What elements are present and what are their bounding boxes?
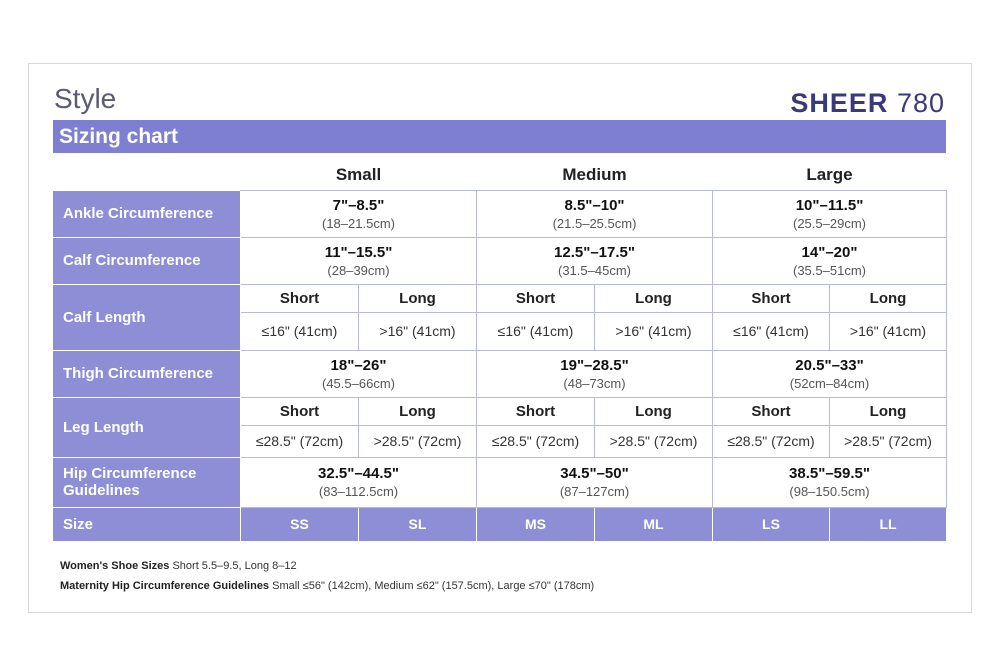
sizing-table — [52, 160, 947, 542]
leg-length-medium-long: >28.5" (72cm) — [595, 425, 713, 457]
calf-length-small-long-head: Long — [359, 284, 477, 312]
leg-length-small-short-head: Short — [241, 397, 359, 425]
leg-length-small-long-head: Long — [359, 397, 477, 425]
value-main: 34.5"–50" — [560, 465, 629, 482]
leg-length-medium-long-head: Long — [595, 397, 713, 425]
value-main: 38.5"–59.5" — [789, 465, 870, 482]
value-sub: (83–112.5cm) — [318, 484, 399, 499]
col-header-large: Large — [713, 160, 947, 190]
calf-medium — [477, 237, 713, 284]
hip-large — [713, 457, 947, 507]
shoe-size-label: Women's Shoe Sizes — [60, 560, 170, 572]
row-label-size: Size — [53, 507, 241, 541]
calf-length-small-short: ≤16" (41cm) — [241, 312, 359, 350]
calf-length-small-short-head: Short — [241, 284, 359, 312]
value-main: 18"–26" — [330, 356, 387, 374]
col-header-medium: Medium — [477, 160, 713, 190]
calf-length-medium-long: >16" (41cm) — [595, 312, 713, 350]
sizing-table-wrap — [52, 160, 947, 542]
calf-length-large-long: >16" (41cm) — [830, 312, 947, 350]
row-label-hip: Hip Circumference Guidelines — [53, 457, 241, 507]
row-label-thigh: Thigh Circumference — [53, 350, 241, 397]
calf-small — [241, 237, 477, 284]
value-main: 32.5"–44.5" — [318, 465, 399, 482]
value-sub: (25.5–29cm) — [793, 215, 866, 231]
ankle-medium — [477, 190, 713, 237]
value-sub: (35.5–51cm) — [793, 262, 866, 278]
size-ms: MS — [477, 507, 595, 541]
leg-length-large-long-head: Long — [830, 397, 947, 425]
value-sub: (52cm–84cm) — [789, 375, 870, 391]
ankle-small — [241, 190, 477, 237]
row-label-calf: Calf Circumference — [53, 237, 241, 284]
style-label: Style — [54, 83, 117, 114]
value-sub: (48–73cm) — [563, 375, 626, 391]
size-ls: LS — [713, 507, 830, 541]
calf-length-small-long: >16" (41cm) — [359, 312, 477, 350]
calf-length-medium-long-head: Long — [595, 284, 713, 312]
leg-length-large-long: >28.5" (72cm) — [830, 425, 947, 457]
leg-length-small-long: >28.5" (72cm) — [359, 425, 477, 457]
value-sub: (18–21.5cm) — [322, 215, 395, 231]
corner-cell — [53, 160, 241, 190]
ankle-large — [713, 190, 947, 237]
calf-length-large-long-head: Long — [830, 284, 947, 312]
size-ss: SS — [241, 507, 359, 541]
col-header-small: Small — [241, 160, 477, 190]
leg-length-large-short-head: Short — [713, 397, 830, 425]
value-sub: (28–39cm) — [327, 262, 390, 278]
leg-length-medium-short-head: Short — [477, 397, 595, 425]
calf-length-large-short-head: Short — [713, 284, 830, 312]
row-label-leg-length: Leg Length — [53, 397, 241, 457]
leg-length-medium-short: ≤28.5" (72cm) — [477, 425, 595, 457]
value-sub: (31.5–45cm) — [558, 262, 631, 278]
value-sub: (21.5–25.5cm) — [552, 215, 637, 231]
row-label-calf-length: Calf Length — [53, 284, 241, 350]
value-main: 20.5"–33" — [795, 356, 864, 374]
shoe-size-note — [60, 556, 594, 576]
value-main: 19"–28.5" — [560, 356, 629, 374]
maternity-note — [60, 576, 594, 596]
calf-large — [713, 237, 947, 284]
size-ml: ML — [595, 507, 713, 541]
leg-length-small-short: ≤28.5" (72cm) — [241, 425, 359, 457]
value-main: 14"–20" — [801, 243, 858, 261]
brand-number: 780 — [896, 88, 945, 118]
size-ll: LL — [830, 507, 947, 541]
brand-logo — [790, 88, 945, 119]
calf-length-medium-short-head: Short — [477, 284, 595, 312]
value-main: 7"–8.5" — [332, 196, 385, 214]
thigh-small — [241, 350, 477, 397]
size-sl: SL — [359, 507, 477, 541]
value-sub: (45.5–66cm) — [322, 375, 395, 391]
value-main: 11"–15.5" — [324, 243, 393, 261]
calf-length-medium-short: ≤16" (41cm) — [477, 312, 595, 350]
maternity-text: Small ≤56" (142cm), Medium ≤62" (157.5cm), Large ≤70" (178cm) — [272, 580, 595, 592]
footnotes — [60, 556, 594, 596]
hip-medium — [477, 457, 713, 507]
row-label-ankle: Ankle Circumference — [53, 190, 241, 237]
value-main: 12.5"–17.5" — [554, 243, 635, 261]
thigh-medium — [477, 350, 713, 397]
calf-length-large-short: ≤16" (41cm) — [713, 312, 830, 350]
value-sub: (98–150.5cm) — [789, 484, 870, 499]
value-main: 10"–11.5" — [795, 196, 864, 214]
value-sub: (87–127cm) — [559, 484, 630, 499]
value-main: 8.5"–10" — [564, 196, 625, 214]
brand-name: SHEER — [790, 88, 889, 118]
sizing-chart-title: Sizing chart — [53, 120, 946, 153]
shoe-size-text: Short 5.5–9.5, Long 8–12 — [172, 560, 297, 572]
thigh-large — [713, 350, 947, 397]
leg-length-large-short: ≤28.5" (72cm) — [713, 425, 830, 457]
hip-small — [241, 457, 477, 507]
maternity-label: Maternity Hip Circumference Guidelines — [60, 580, 270, 592]
